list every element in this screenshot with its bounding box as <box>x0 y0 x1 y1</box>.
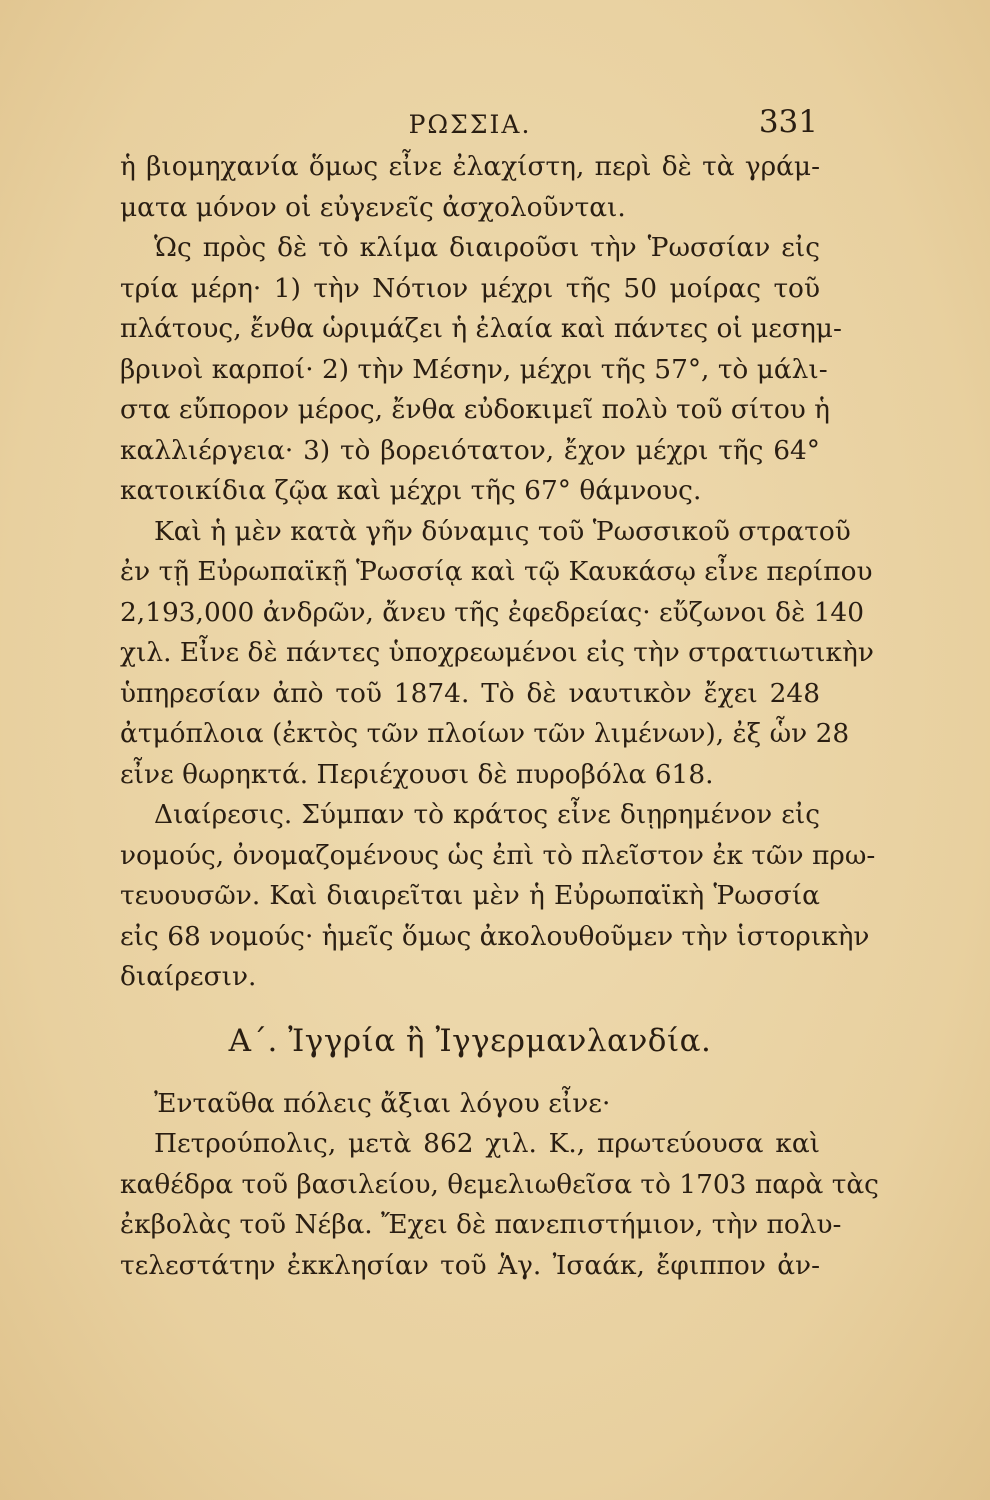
text-line: 2,193,000 ἀνδρῶν, ἄνευ τῆς ἐφεδρείας· εὔζωνοι δὲ 140 <box>120 596 864 628</box>
text-line: ἐν τῇ Εὐρωπαϊκῇ Ῥωσσίᾳ καὶ τῷ Καυκάσῳ εἶνε περίπου <box>120 556 873 587</box>
text-line: τελεστάτην ἐκκλησίαν τοῦ Ἁγ. Ἰσαάκ, ἔφιππον ἀν- <box>120 1249 820 1281</box>
text-line: καλλιέργεια· 3) τὸ βορειότατον, ἔχον μέχρι τῆς 64° <box>120 434 820 466</box>
running-header <box>120 104 820 144</box>
text-line: ὑπηρεσίαν ἀπὸ τοῦ 1874. Τὸ δὲ ναυτικὸν ἔχει 248 <box>120 677 820 709</box>
body-text <box>120 147 879 1286</box>
section-heading: Α΄. Ἰγγρία ἢ Ἰγγερμανλανδία. <box>228 1022 712 1059</box>
page-number: 331 <box>758 104 818 140</box>
text-line: εἶνε θωρηκτά. Περιέχουσι δὲ πυροβόλα 618. <box>120 758 714 790</box>
text-line: ματα μόνον οἱ εὐγενεῖς ἀσχολοῦνται. <box>120 191 626 223</box>
header-title: ΡΩΣΣΙΑ. <box>408 110 532 139</box>
text-line: ἀτμόπλοια (ἐκτὸς τῶν πλοίων τῶν λιμένων), ἐξ ὧν 28 <box>120 718 850 749</box>
text-line: νομούς, ὀνομαζομένους ὡς ἐπὶ τὸ πλεῖστον ἐκ τῶν πρω- <box>120 839 876 871</box>
text-line: ἡ βιομηχανία ὅμως εἶνε ἐλαχίστη, περὶ δὲ τὰ γράμ- <box>120 151 820 182</box>
text-line: καθέδρα τοῦ βασιλείου, θεμελιωθεῖσα τὸ 1703 παρὰ τὰς <box>120 1168 879 1200</box>
text-line: Καὶ ἡ μὲν κατὰ γῆν δύναμις τοῦ Ῥωσσικοῦ στρατοῦ <box>154 515 851 547</box>
text-line: τευουσῶν. Καὶ διαιρεῖται μὲν ἡ Εὐρωπαϊκὴ Ῥωσσία <box>120 880 820 911</box>
text-line: ἐκβολὰς τοῦ Νέβα. Ἔχει δὲ πανεπιστήμιον, τὴν πολυ- <box>120 1209 842 1240</box>
text-line: τρία μέρη· 1) τὴν Νότιον μέχρι τῆς 50 μοίρας τοῦ <box>120 272 820 304</box>
text-line: διαίρεσιν. <box>120 961 257 992</box>
text-line: στα εὔπορον μέρος, ἔνθα εὐδοκιμεῖ πολὺ τοῦ σίτου ἡ <box>120 394 830 425</box>
text-line: πλάτους, ἔνθα ὡριμάζει ἡ ἐλαία καὶ πάντες οἱ μεσημ- <box>120 313 842 344</box>
text-line: Ὡς πρὸς δὲ τὸ κλίμα διαιροῦσι τὴν Ῥωσσίαν εἰς <box>154 232 820 263</box>
text-line: χιλ. Εἶνε δὲ πάντες ὑποχρεωμένοι εἰς τὴν στρατιωτικὴν <box>120 637 874 668</box>
text-line: κατοικίδια ζῷα καὶ μέχρι τῆς 67° θάμνους. <box>120 475 702 506</box>
text-line: Πετρούπολις, μετὰ 862 χιλ. Κ., πρωτεύουσα καὶ <box>154 1128 820 1159</box>
text-line: Ἐνταῦθα πόλεις ἄξιαι λόγου εἶνε· <box>154 1087 611 1119</box>
text-line: Διαίρεσις. Σύμπαν τὸ κράτος εἶνε διῃρημένον εἰς <box>154 799 820 830</box>
text-line: εἰς 68 νομούς· ἡμεῖς ὅμως ἀκολουθοῦμεν τὴν ἱστορικὴν <box>120 920 870 952</box>
text-line: βρινοὶ καρποί· 2) τὴν Μέσην, μέχρι τῆς 57°, τὸ μάλι- <box>120 353 828 385</box>
